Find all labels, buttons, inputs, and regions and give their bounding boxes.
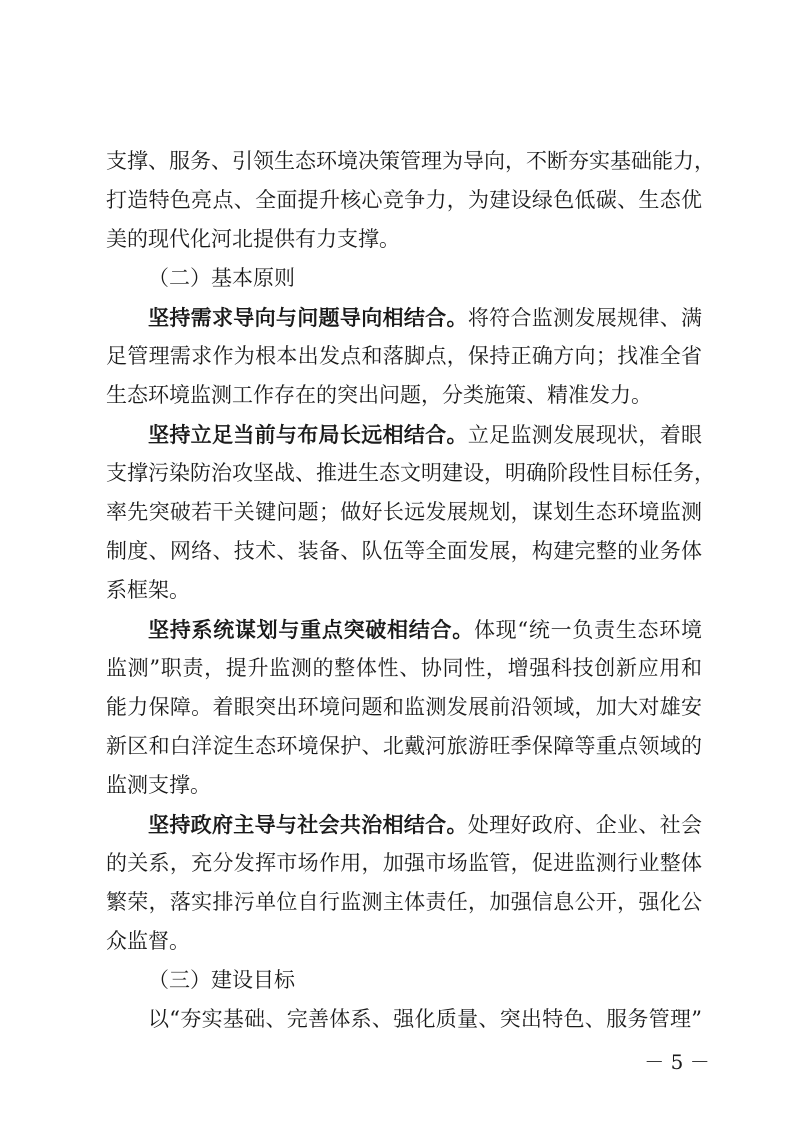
principle-heading: 坚持政府主导与社会共治相结合。	[148, 812, 468, 837]
line-text: 处理好政府、企业、社会	[467, 813, 703, 837]
text-line	[106, 844, 702, 883]
text-line	[106, 805, 702, 844]
line-text: 率先突破若干关键问题；做好长远发展规划，谋划生态环境监测	[106, 500, 702, 524]
line-text: 美的现代化河北提供有力支撑。	[106, 227, 400, 251]
text-line	[106, 220, 702, 259]
line-text: 足管理需求作为根本出发点和落脚点，保持正确方向；找准全省	[106, 344, 702, 368]
text-line	[106, 337, 702, 376]
text-line	[106, 922, 702, 961]
text-line	[106, 142, 715, 181]
text-line	[106, 610, 702, 649]
line-text: （三）建设目标	[148, 968, 295, 992]
line-text: 能力保障。着眼突出环境问题和监测发展前沿领域，加大对雄安	[106, 695, 702, 719]
principle-heading: 坚持需求导向与问题导向相结合。	[148, 305, 468, 330]
line-text: 体现“统一负责生态环境	[473, 618, 702, 642]
line-text: 制度、网络、技术、装备、队伍等全面发展，构建完整的业务体	[106, 539, 702, 563]
text-line	[106, 883, 702, 922]
line-text: 以“夯实基础、完善体系、强化质量、突出特色、服务管理”	[148, 1007, 702, 1031]
page-number: － 5 －	[644, 1050, 710, 1074]
line-text: 监测支撑。	[106, 773, 211, 797]
line-text: 监测”职责，提升监测的整体性、协同性，增强科技创新应用和	[106, 656, 702, 680]
text-line	[106, 415, 702, 454]
text-line	[106, 259, 702, 298]
line-text: 繁荣，落实排污单位自行监测主体责任，加强信息公开，强化公	[106, 890, 702, 914]
line-text: 支撑、服务、引领生态环境决策管理为导向，不断夯实基础能力，	[106, 149, 715, 173]
text-line	[106, 298, 702, 337]
text-line	[106, 181, 702, 220]
text-line	[106, 454, 715, 493]
text-line	[106, 766, 702, 805]
line-text: 生态环境监测工作存在的突出问题，分类施策、精准发力。	[106, 383, 652, 407]
text-line	[106, 532, 702, 571]
text-line	[106, 961, 702, 1000]
line-text: 新区和白洋淀生态环境保护、北戴河旅游旺季保障等重点领域的	[106, 734, 702, 758]
text-line	[106, 376, 702, 415]
line-text: 将符合监测发展规律、满	[467, 306, 703, 330]
principle-heading: 坚持系统谋划与重点突破相结合。	[148, 617, 474, 642]
line-text: 众监督。	[106, 929, 190, 953]
text-line	[106, 493, 702, 532]
line-text: （二）基本原则	[148, 266, 295, 290]
line-text: 支撑污染防治攻坚战、推进生态文明建设，明确阶段性目标任务，	[106, 461, 715, 485]
text-line	[106, 727, 702, 766]
document-body	[106, 142, 715, 1039]
line-text: 打造特色亮点、全面提升核心竞争力，为建设绿色低碳、生态优	[106, 188, 702, 212]
text-line	[106, 571, 702, 610]
line-text: 的关系，充分发挥市场作用，加强市场监管，促进监测行业整体	[106, 851, 702, 875]
line-text: 立足监测发展现状，着眼	[467, 423, 703, 447]
line-text: 系框架。	[106, 578, 190, 602]
text-line	[106, 1000, 702, 1039]
text-line	[106, 649, 702, 688]
text-line	[106, 688, 702, 727]
principle-heading: 坚持立足当前与布局长远相结合。	[148, 422, 468, 447]
